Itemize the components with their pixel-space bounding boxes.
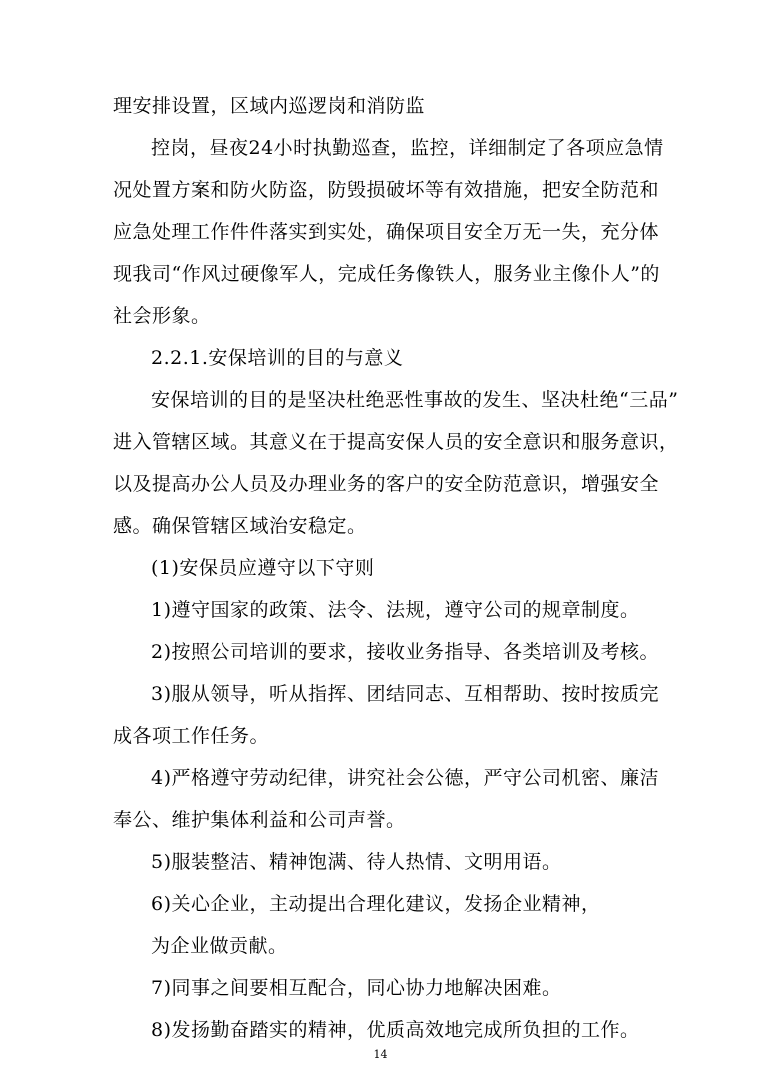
section-heading: 2.2.1.安保培训的目的与意义 <box>151 347 404 369</box>
list-item: 7)同事之间要相互配合，同心协力地解决困难。 <box>151 977 562 999</box>
body-text-line: 安保培训的目的是坚决杜绝恶性事故的发生、坚决杜绝“三品” <box>151 389 679 411</box>
body-text-line: 进入管辖区域。其意义在于提高安保人员的安全意识和服务意识， <box>113 431 679 453</box>
list-item: 2)按照公司培训的要求，接收业务指导、各类培训及考核。 <box>151 641 660 663</box>
body-text-line: 现我司“作风过硬像军人，完成任务像铁人，服务业主像仆人”的 <box>113 263 660 285</box>
body-text-line: 况处置方案和防火防盗，防毁损破坏等有效措施，把安全防范和 <box>113 179 660 201</box>
page-number: 14 <box>373 1048 388 1061</box>
body-text-line: 感。确保管辖区域治安稳定。 <box>113 515 367 537</box>
list-item: 1)遵守国家的政策、法令、法规，遵守公司的规章制度。 <box>151 599 640 621</box>
list-item: 5)服装整洁、精神饱满、待人热情、文明用语。 <box>151 851 562 873</box>
list-item: 6)关心企业，主动提出合理化建议，发扬企业精神， <box>151 893 601 915</box>
body-text-line: 理安排设置，区域内巡逻岗和消防监 <box>113 95 426 117</box>
body-text-line: 控岗，昼夜24小时执勤巡查，监控，详细制定了各项应急情 <box>151 137 664 159</box>
subsection-heading: (1)安保员应遵守以下守则 <box>151 557 375 579</box>
list-item: 8)发扬勤奋踏实的精神，优质高效地完成所负担的工作。 <box>151 1019 640 1041</box>
list-item-continuation: 为企业做贡献。 <box>151 935 288 957</box>
body-text-line: 应急处理工作件件落实到实处，确保项目安全万无一失，充分体 <box>113 221 660 243</box>
body-text-line: 社会形象。 <box>113 305 211 327</box>
list-item: 4)严格遵守劳动纪律，讲究社会公德，严守公司机密、廉洁 <box>151 767 660 789</box>
body-text-line: 以及提高办公人员及办理业务的客户的安全防范意识，增强安全 <box>113 473 660 495</box>
list-item: 3)服从领导，听从指挥、团结同志、互相帮助、按时按质完 <box>151 683 660 705</box>
list-item-continuation: 成各项工作任务。 <box>113 725 270 747</box>
list-item-continuation: 奉公、维护集体利益和公司声誉。 <box>113 809 406 831</box>
